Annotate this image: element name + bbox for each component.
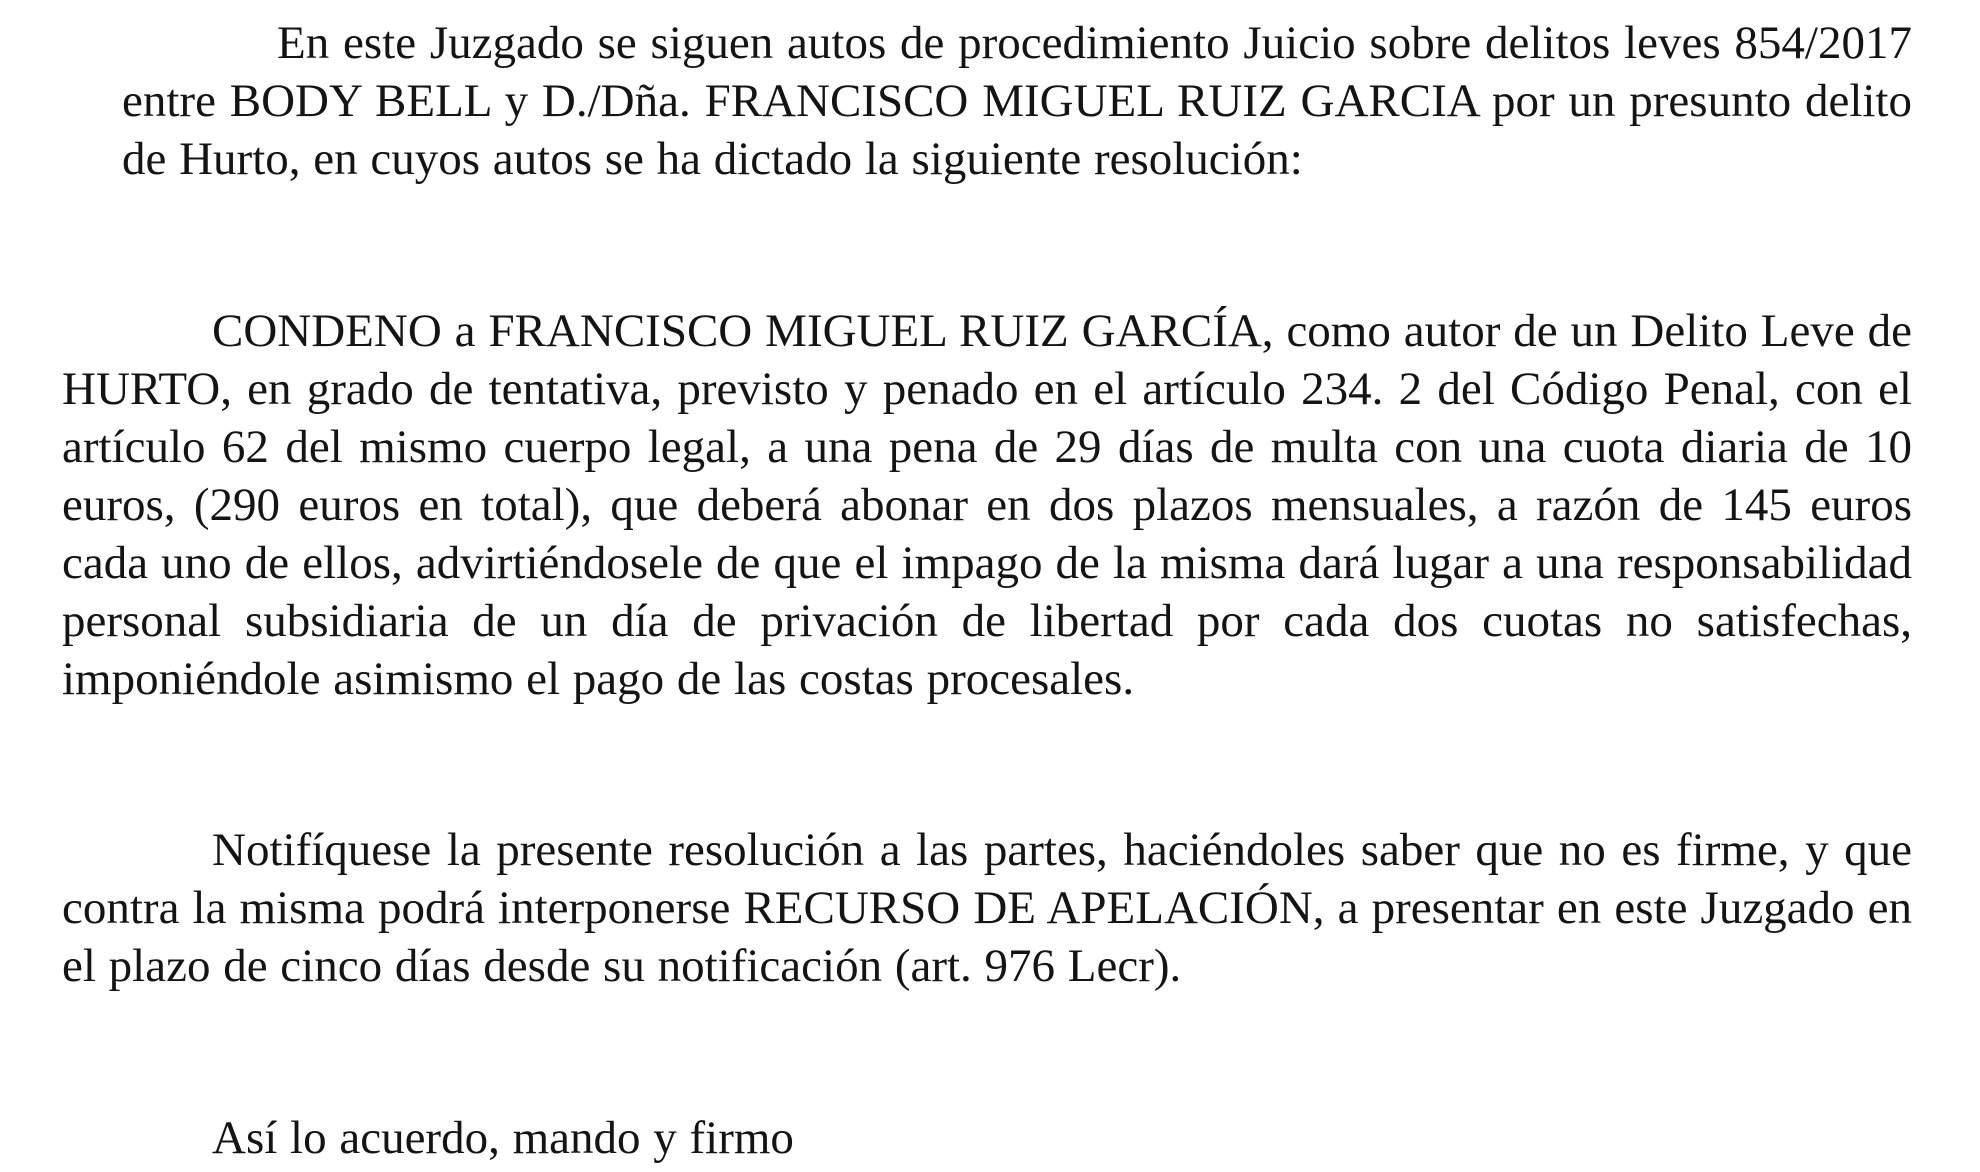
sentence-paragraph: CONDENO a FRANCISCO MIGUEL RUIZ GARCÍA, como autor de un Delito Leve de HURTO, en grado de tentativa, previsto y penado en el artículo 234. 2 del Código Penal, con el artículo 62 del mismo cuerpo legal, a una pena de 29 días de multa con una cuota diaria de 10 euros, (290 euros en total), que deberá abonar en dos plazos mensuales, a razón de 145 euros cada uno de ellos, advirtiéndosele de que el impago de la misma dará lugar a una responsabilidad personal subsidiaria de un día de privación de libertad por cada dos cuotas no satisfechas, imponiéndole asimismo el pago de las costas procesales. [62,305,1912,705]
intro-paragraph: En este Juzgado se siguen autos de procedimiento Juicio sobre delitos leves 854/2017 entre BODY BELL y D./Dña. FRANCISCO MIGUEL RUIZ GARCIA por un presunto delito de Hurto, en cuyos autos se ha dictado la siguiente resolución: [122,17,1912,185]
notification-paragraph: Notifíquese la presente resolución a las partes, haciéndoles saber que no es firme, y que contra la misma podrá interponerse RECURSO DE APELACIÓN, a presentar en este Juzgado en el plazo de cinco días desde su notificación (art. 976 Lecr). [62,824,1912,992]
closing-line: Así lo acuerdo, mando y firmo [212,1112,794,1164]
